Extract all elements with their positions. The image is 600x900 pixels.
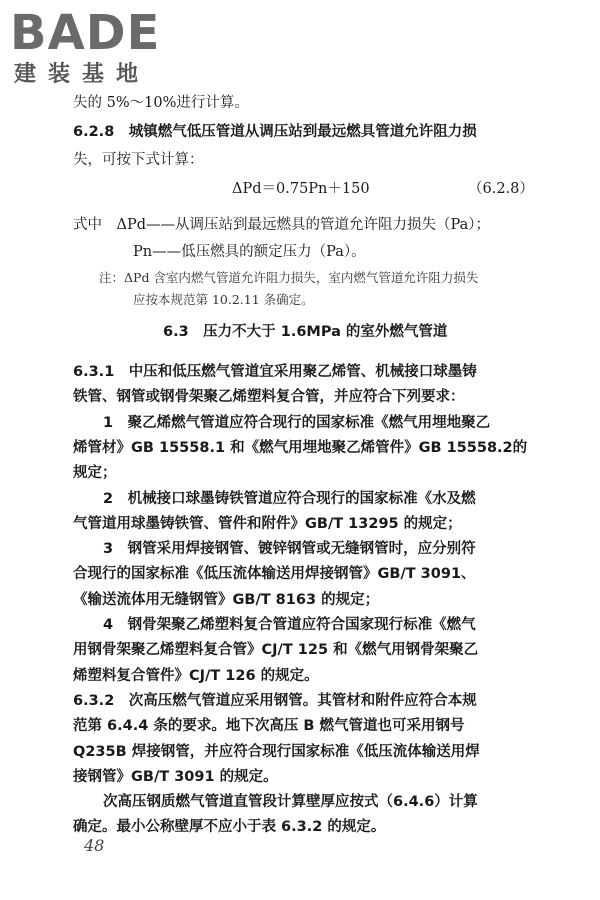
variable-definition: Pn——低压燃具的额定压力（Pa）。	[133, 244, 366, 260]
list-item: 4 钢骨架聚乙烯塑料复合管道应符合国家现行标准《燃气	[103, 617, 476, 633]
text-line: 烯管材》GB 15558.1 和《燃气用埋地聚乙烯管件》GB 15558.2的	[73, 439, 528, 456]
clause-heading: 6.3.2 次高压燃气管道应采用钢管。其管材和附件应符合本规	[73, 692, 477, 709]
clause-heading: 6.3.1 中压和低压燃气管道宜采用聚乙烯管、机械接口球墨铸	[73, 364, 477, 380]
variable-definition: 式中 ΔPd——从调压站到最远燃具的管道允许阻力损失（Pa）；	[73, 217, 491, 233]
page-number: 48	[84, 836, 105, 855]
note-line: 注：ΔPd 含室内燃气管道允许阻力损失，室内燃气管道允许阻力损失	[99, 270, 479, 285]
formula: ΔPd＝0.75Pn＋150	[232, 181, 370, 197]
text-line: 接钢管》GB/T 3091 的规定。	[73, 768, 278, 785]
list-item: 3 钢管采用焊接钢管、镀锌钢管或无缝钢管时，应分别符	[103, 541, 476, 558]
text-line: 烯塑料复合管件》CJ/T 126 的规定。	[73, 667, 319, 684]
text-line: 范第 6.4.4 条的要求。地下次高压 B 燃气管道也可采用钢号	[73, 718, 465, 735]
text-line: 合现行的国家标准《低压流体输送用焊接钢管》GB/T 3091、	[73, 566, 476, 583]
text-line: Q235B 焊接钢管，并应符合现行国家标准《低压流体输送用焊	[73, 743, 480, 760]
note-line: 应按本规范第 10.2.11 条确定。	[133, 292, 314, 307]
text-line: 确定。最小公称壁厚不应小于表 6.3.2 的规定。	[73, 819, 386, 836]
text-line: 失的 5%～10%进行计算。	[73, 95, 249, 111]
text-line: 规定；	[73, 465, 117, 482]
logo-mark: BADE	[10, 5, 161, 61]
text-line: 用钢骨架聚乙烯塑料复合管》CJ/T 125 和《燃气用钢骨架聚乙	[73, 642, 479, 659]
clause-heading: 6.2.8 城镇燃气低压管道从调压站到最远燃具管道允许阻力损	[73, 124, 477, 140]
logo-subtitle: 建装基地	[14, 62, 151, 87]
text-line: 失，可按下式计算：	[73, 152, 204, 168]
list-item: 2 机械接口球墨铸铁管道应符合现行的国家标准《水及燃	[103, 490, 476, 507]
bade-logo	[10, 5, 180, 90]
text-line: 气管道用球墨铸铁管、管件和附件》GB/T 13295 的规定；	[73, 515, 462, 532]
list-item: 1 聚乙烯燃气管道应符合现行的国家标准《燃气用埋地聚乙	[103, 414, 491, 431]
text-line: 次高压钢质燃气管道直管段计算壁厚应按式（6.4.6）计算	[103, 794, 478, 811]
section-heading: 6.3 压力不大于 1.6MPa 的室外燃气管道	[163, 324, 448, 340]
text-line: 铁管、钢管或钢骨架聚乙烯塑料复合管，并应符合下列要求：	[73, 389, 465, 406]
text-line: 《输送流体用无缝钢管》GB/T 8163 的规定；	[73, 591, 380, 608]
equation-number: （6.2.8）	[468, 181, 534, 197]
